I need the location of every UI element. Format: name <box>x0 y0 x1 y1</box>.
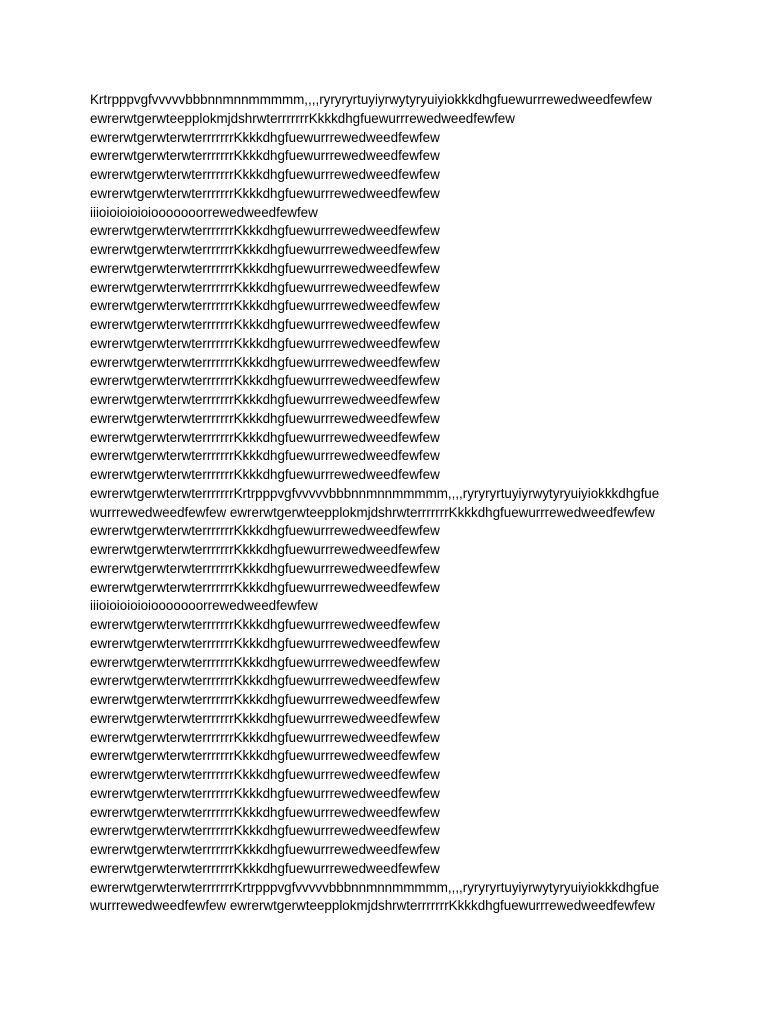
text-line: ewrerwtgerwterwterrrrrrrKkkkdhgfuewurrrewedweedfewfew <box>90 223 440 239</box>
text-line: ewrerwtgerwterwterrrrrrrKkkkdhgfuewurrrewedweedfewfew <box>90 767 440 782</box>
text-line: ewrerwtgerwterwterrrrrrrKkkkdhgfuewurrrewedweedfewfew <box>90 467 440 482</box>
text-line: ewrerwtgerwteepplokmjdshrwterrrrrrrKkkkdhgfuewurrrewedweedfewfew <box>90 110 515 126</box>
text-line: ewrerwtgerwterwterrrrrrrKkkkdhgfuewurrrewedweedfewfew <box>90 560 440 576</box>
text-line: ewrerwtgerwterwterrrrrrrKkkkdhgfuewurrrewedweedfewfew <box>90 167 440 182</box>
document-body-text <box>90 91 690 916</box>
text-line: ewrerwtgerwterwterrrrrrrKkkkdhgfuewurrrewedweedfewfew <box>90 373 440 389</box>
text-line: ewrerwtgerwterwterrrrrrrKkkkdhgfuewurrrewedweedfewfew <box>90 860 440 876</box>
text-line: ewrerwtgerwterwterrrrrrrKkkkdhgfuewurrrewedweedfewfew <box>90 804 440 820</box>
text-line: ewrerwtgerwterwterrrrrrrKkkkdhgfuewurrrewedweedfewfew <box>90 729 440 745</box>
text-line: Krtrpppvgfvvvvvbbbnnmnnmmmmm,,,,ryryryrtuyiyrwytyryuiyiokkkdhgfuewurrrewedweedfewfew <box>90 92 652 107</box>
text-line: ewrerwtgerwterwterrrrrrrKkkkdhgfuewurrrewedweedfewfew <box>90 129 440 145</box>
text-line: ewrerwtgerwterwterrrrrrrKrtrpppvgfvvvvvbbbnnmnnmmmmm,,,,ryryryrtuyiyrwytyryuiyiokkkdhgfue <box>90 879 660 895</box>
text-line: ewrerwtgerwterwterrrrrrrKkkkdhgfuewurrrewedweedfewfew <box>90 429 440 445</box>
text-line: ewrerwtgerwterwterrrrrrrKkkkdhgfuewurrrewedweedfewfew <box>90 279 440 295</box>
text-line: ewrerwtgerwterwterrrrrrrKkkkdhgfuewurrrewedweedfewfew <box>90 260 440 276</box>
text-line: ewrerwtgerwterwterrrrrrrKkkkdhgfuewurrrewedweedfewfew <box>90 579 440 595</box>
text-line: ewrerwtgerwterwterrrrrrrKkkkdhgfuewurrrewedweedfewfew <box>90 710 440 726</box>
text-line: ewrerwtgerwterwterrrrrrrKkkkdhgfuewurrrewedweedfewfew <box>90 692 440 707</box>
text-line: ewrerwtgerwterwterrrrrrrKkkkdhgfuewurrrewedweedfewfew <box>90 785 440 801</box>
text-line: ewrerwtgerwterwterrrrrrrKkkkdhgfuewurrrewedweedfewfew <box>90 823 440 839</box>
text-line: ewrerwtgerwterwterrrrrrrKkkkdhgfuewurrrewedweedfewfew <box>90 523 440 539</box>
text-line: iiioioioioioiooooooorrewedweedfewfew <box>90 598 318 614</box>
text-line: iiioioioioioiooooooorrewedweedfewfew <box>90 204 318 220</box>
text-line: ewrerwtgerwterwterrrrrrrKkkkdhgfuewurrrewedweedfewfew <box>90 654 440 670</box>
text-line: ewrerwtgerwterwterrrrrrrKkkkdhgfuewurrrewedweedfewfew <box>90 635 440 651</box>
text-line: ewrerwtgerwterwterrrrrrrKkkkdhgfuewurrrewedweedfewfew <box>90 335 440 351</box>
text-line: ewrerwtgerwterwterrrrrrrKkkkdhgfuewurrrewedweedfewfew <box>90 617 440 632</box>
text-line: ewrerwtgerwterwterrrrrrrKkkkdhgfuewurrrewedweedfewfew <box>90 448 440 464</box>
text-line: ewrerwtgerwterwterrrrrrrKkkkdhgfuewurrrewedweedfewfew <box>90 148 440 164</box>
text-line: ewrerwtgerwterwterrrrrrrKkkkdhgfuewurrrewedweedfewfew <box>90 410 440 426</box>
text-line: ewrerwtgerwterwterrrrrrrKkkkdhgfuewurrrewedweedfewfew <box>90 542 440 557</box>
text-line: ewrerwtgerwterwterrrrrrrKkkkdhgfuewurrrewedweedfewfew <box>90 185 440 201</box>
text-line: ewrerwtgerwterwterrrrrrrKkkkdhgfuewurrrewedweedfewfew <box>90 354 440 370</box>
text-line: wurrrewedweedfewfew ewrerwtgerwteepplokmjdshrwterrrrrrrKkkkdhgfuewurrrewedweedfewfew <box>90 504 655 520</box>
text-line: ewrerwtgerwterwterrrrrrrKrtrpppvgfvvvvvbbbnnmnnmmmmm,,,,ryryryrtuyiyrwytyryuiyiokkkdhgfue <box>90 485 660 501</box>
text-line: ewrerwtgerwterwterrrrrrrKkkkdhgfuewurrrewedweedfewfew <box>90 298 440 314</box>
text-line: ewrerwtgerwterwterrrrrrrKkkkdhgfuewurrrewedweedfewfew <box>90 242 440 257</box>
text-line: ewrerwtgerwterwterrrrrrrKkkkdhgfuewurrrewedweedfewfew <box>90 842 440 857</box>
text-line: ewrerwtgerwterwterrrrrrrKkkkdhgfuewurrrewedweedfewfew <box>90 392 440 407</box>
text-line: ewrerwtgerwterwterrrrrrrKkkkdhgfuewurrrewedweedfewfew <box>90 748 440 764</box>
text-line: ewrerwtgerwterwterrrrrrrKkkkdhgfuewurrrewedweedfewfew <box>90 673 440 689</box>
text-line: wurrrewedweedfewfew ewrerwtgerwteepplokmjdshrwterrrrrrrKkkkdhgfuewurrrewedweedfewfew <box>90 898 655 914</box>
text-line: ewrerwtgerwterwterrrrrrrKkkkdhgfuewurrrewedweedfewfew <box>90 317 440 332</box>
